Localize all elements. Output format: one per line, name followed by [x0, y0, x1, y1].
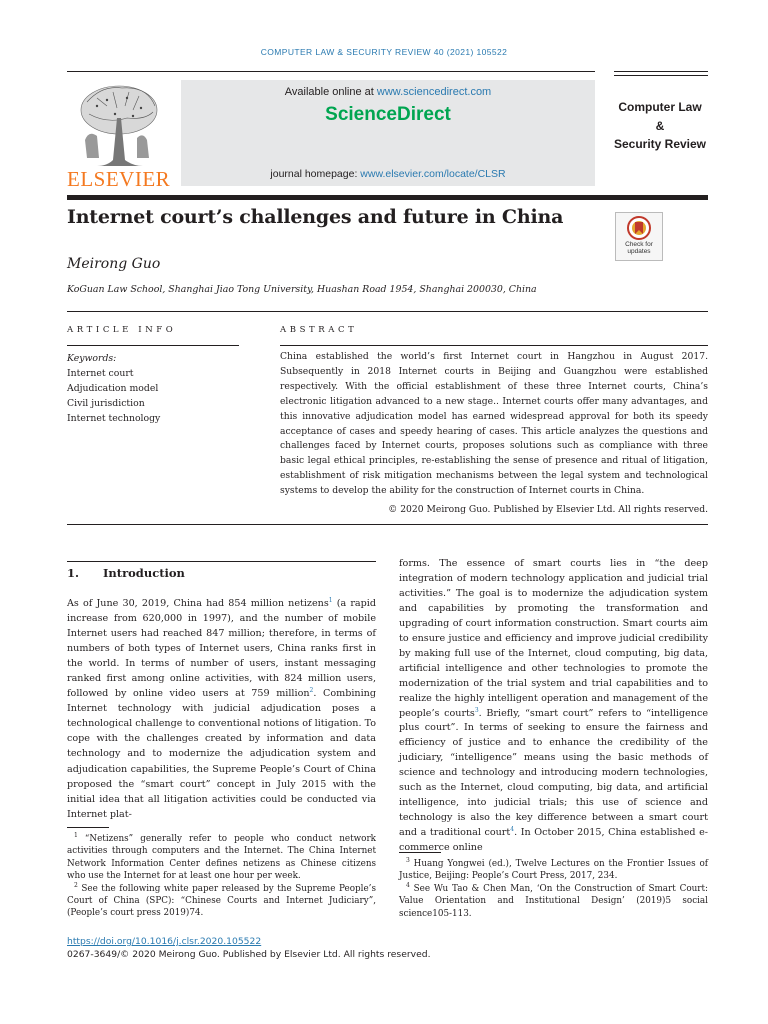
footnotes-left — [67, 833, 376, 920]
check-updates-text — [616, 241, 662, 255]
footnote — [67, 833, 376, 883]
text-run: . Combining Internet technology with judicial adjudication poses a technological challenge to conventional notions of litigation. To cope with the challenges created by information and data technology and to modernize the adjudication system and adjudication capabilities, the Supreme People’s Court of China proposed the “smart court” concept in July 2015 with the initial idea that all litigation activities could be conducted via Internet plat- — [67, 688, 376, 820]
info-top-rule — [67, 311, 708, 312]
doi-link[interactable]: https://doi.org/10.1016/j.clsr.2020.105522 — [67, 936, 262, 947]
header-thick-rule — [67, 195, 708, 200]
abstract-bottom-rule — [67, 524, 708, 525]
abstract-heading: ABSTRACT — [280, 325, 358, 335]
abstract-rule — [280, 345, 708, 346]
journal-name-line-3: Security Review — [613, 137, 707, 151]
footnote — [399, 883, 708, 920]
footnote-ref-4[interactable]: 4 — [510, 826, 515, 834]
keyword: Civil jurisdiction — [67, 398, 145, 409]
elsevier-tree-logo — [67, 80, 165, 168]
footnote — [399, 858, 708, 883]
section-heading — [67, 566, 185, 580]
footnotes-right — [399, 858, 708, 920]
abstract-text: China established the world’s first Internet court in Hangzhou in August 2017. Subsequently in 2018 Internet courts in Beijing and Guangzhou were established respectively. With the official establishment of these three Internet courts, China’s electronic litigation advanced to a new stage.. Internet courts offer many advantages, and this innovative adjudication model has earned widespread approval for both its speedy acceptance of cases and speedy hearing of cases. This article analyzes the questions and challenges faced by Internet courts, proposes solutions such as compliance with three basic legal ethical principles, re-establishing the sense of presence and ritual of litigation, establishment of risk mitigation mechanisms between the legal system and technological systems to develop the ability for the construction of Internet courts in China. — [280, 351, 708, 497]
footnote-separator-right — [399, 852, 441, 853]
body-column-right — [399, 557, 708, 856]
keyword: Internet technology — [67, 413, 161, 424]
footnote-ref-2[interactable]: 2 — [309, 687, 314, 695]
text-run: forms. The essence of smart courts lies in “the deep integration of modern technology application and judicial trial activities.” The goal is to modernize the adjudication system and capabilities by promoting the transformation and upgrading of court information construction. Smart courts aim to ensure justice and efficiency and improve judicial credibility by making full use of the Internet, cloud computing, big data, artificial intelligence and other technologies to promote the modernization of the trial system and trial capabilities and to realize the highly intelligent operation and management of the people’s courts — [399, 558, 708, 719]
body-paragraph — [67, 596, 376, 822]
sciencedirect-link[interactable]: www.sciencedirect.com — [376, 86, 492, 98]
author-name: Meirong Guo — [67, 256, 161, 272]
footnote-ref-3[interactable]: 3 — [474, 706, 479, 714]
journal-homepage-link[interactable]: www.elsevier.com/locate/CLSR — [360, 168, 506, 180]
section-number: 1. — [67, 566, 80, 580]
homepage-prefix: journal homepage: — [270, 168, 361, 180]
footnote-number: 2 — [74, 881, 78, 889]
header-rule-right-top — [614, 71, 708, 72]
article-title: Internet court’s challenges and future in China — [67, 206, 564, 228]
article-info-heading: ARTICLE INFO — [67, 325, 177, 335]
journal-name-line-1: Computer Law — [618, 100, 702, 114]
check-updates-line-2: updates — [627, 248, 651, 255]
running-header: COMPUTER LAW & SECURITY REVIEW 40 (2021) 105522 — [260, 47, 508, 57]
check-for-updates-badge[interactable] — [615, 212, 663, 261]
footnote-number: 1 — [74, 832, 78, 839]
keywords-block — [67, 351, 160, 426]
text-run: . Briefly, “smart court” refers to “intelligence plus court”. In terms of seeking to ensure the fairness and efficiency of justice and to enhance the credibility of the judiciary, “intelligence” means using the basic methods of science and technology and introducing modern technologies, such as the Internet, cloud computing, big data, and artificial intelligence, into judicial trials; this use of science and technology is also the key difference between a smart court and a traditional court — [399, 707, 709, 839]
keyword: Internet court — [67, 368, 134, 379]
header-rule-right-2 — [614, 75, 708, 76]
keyword: Adjudication model — [67, 383, 159, 394]
available-prefix: Available online at — [284, 86, 377, 98]
crossmark-icon — [627, 216, 651, 240]
sciencedirect-logo: ScienceDirect — [325, 104, 451, 125]
journal-homepage — [181, 168, 595, 180]
copyright-notice: © 2020 Meirong Guo. Published by Elsevier Ltd. All rights reserved. — [388, 504, 708, 515]
footnote — [67, 883, 376, 920]
available-online — [181, 86, 595, 98]
footnote-number: 4 — [406, 881, 410, 889]
body-paragraph — [399, 557, 708, 856]
section-title: Introduction — [103, 566, 185, 580]
journal-name-line-2: & — [655, 118, 665, 133]
body-column-left — [67, 596, 376, 822]
footnote-text: Huang Yongwei (ed.), Twelve Lectures on the Frontier Issues of Justice, Beijing: People’s Court Press, 2017, 234. — [399, 859, 708, 882]
publisher-name: ELSEVIER — [67, 167, 171, 191]
keywords-label: Keywords: — [67, 353, 117, 364]
text-run: (a rapid increase from 620,000 in 1997), and the number of mobile Internet users had reached 847 million; therefore, in terms of numbers of both types of Internet users, China ranks first in the world. In terms of number of users, instant messaging ranked first among online activities, with 824 million users, followed by online video users at 759 million — [67, 598, 376, 700]
figure-left — [85, 134, 99, 158]
footnote-number: 3 — [406, 857, 410, 864]
footnote-text: “Netizens” generally refer to people who conduct network activities through computers and the Internet. The China Internet Network Information Center defines netizens as Chinese citizens who use the Internet for at least one hour per week. — [67, 834, 376, 882]
affiliation: KoGuan Law School, Shanghai Jiao Tong University, Huashan Road 1954, Shanghai 200030, China — [67, 284, 537, 295]
footnote-text: See the following white paper released by the Supreme People’s Court of China (SPC): “Chinese Courts and Internet Judiciary”, (People’s court press 2019)74. — [67, 883, 376, 919]
footnote-ref-1[interactable]: 1 — [328, 597, 333, 604]
text-run: . In October 2015, China established e-commerce online — [399, 827, 709, 854]
section-rule — [67, 561, 376, 562]
text-run: As of June 30, 2019, China had 854 million netizens — [67, 598, 329, 609]
footnote-separator-left — [67, 827, 109, 828]
check-updates-line-1: Check for — [625, 241, 653, 248]
figure-right — [137, 135, 149, 158]
issn-copyright-line: 0267-3649/© 2020 Meirong Guo. Published by Elsevier Ltd. All rights reserved. — [67, 949, 431, 960]
journal-name — [610, 98, 710, 154]
footnote-text: See Wu Tao & Chen Man, ‘On the Construction of Smart Court: Value Orientation and Institutional Design’ (2019)5 social science105-113. — [399, 883, 708, 919]
article-info-rule — [67, 345, 239, 346]
header-rule-left — [67, 71, 595, 72]
